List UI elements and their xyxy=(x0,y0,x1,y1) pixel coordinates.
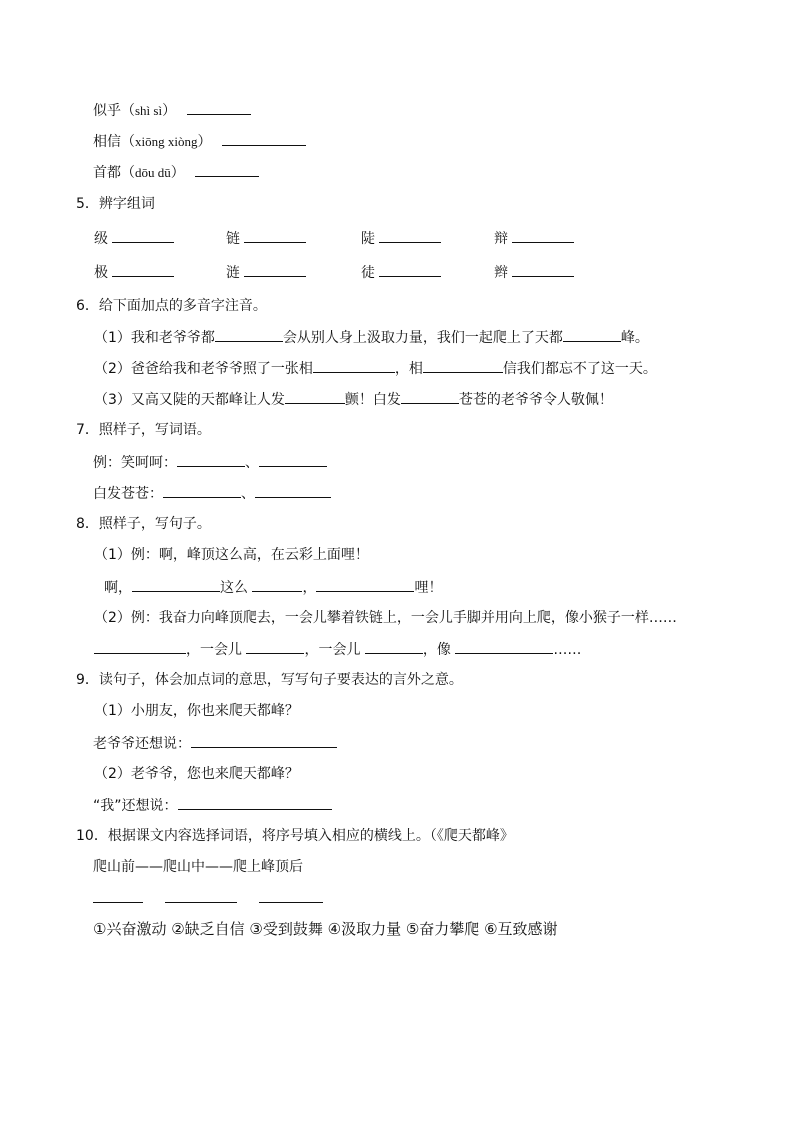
q10-stages: 爬山前——爬山中——爬上峰顶后 xyxy=(93,859,303,875)
q5-blank[interactable] xyxy=(112,262,174,277)
q8-text: ， xyxy=(302,580,317,596)
q5-char: 辩 xyxy=(494,231,508,247)
q7-word-label: 白发苍苍： xyxy=(93,486,163,502)
q8-text: ，一会儿 xyxy=(186,642,242,658)
q8-blank[interactable] xyxy=(94,639,186,654)
q6-blank[interactable] xyxy=(563,327,621,342)
q8-text: 这么 xyxy=(220,580,248,596)
q10-title: 10．根据课文内容选择词语，将序号填入相应的横线上。（《爬天都峰》 xyxy=(76,828,514,844)
q5-char: 涟 xyxy=(226,265,240,281)
q9-answer-2 xyxy=(93,795,332,816)
q8-text: …… xyxy=(553,642,582,658)
q7-blank[interactable] xyxy=(163,483,241,498)
q4-blank-2[interactable] xyxy=(222,131,306,146)
q5-blank[interactable] xyxy=(112,228,174,243)
q4-blank-1[interactable] xyxy=(187,100,251,115)
q6-title: 6．给下面加点的多音字注音。 xyxy=(76,298,267,314)
q4-blank-3[interactable] xyxy=(195,162,259,177)
q5-blank[interactable] xyxy=(244,262,306,277)
q6-text: （3）又高又陡的天都峰让人发 xyxy=(94,392,285,408)
q5-row-1 xyxy=(94,228,174,249)
q5-char: 极 xyxy=(94,265,108,281)
q5-blank[interactable] xyxy=(379,262,441,277)
q7-blank[interactable] xyxy=(177,452,245,467)
q6-blank[interactable] xyxy=(285,389,345,404)
q8-text: ，一会儿 xyxy=(304,642,361,658)
q9-blank[interactable] xyxy=(191,733,337,748)
q4-word-1: 似乎 xyxy=(93,103,121,119)
q6-sentence-3 xyxy=(94,389,613,410)
q6-text: （1）我和老爷爷都 xyxy=(94,330,215,346)
q4-word-3: 首都 xyxy=(93,165,121,181)
q5-title: 5．辨字组词 xyxy=(76,196,155,212)
q6-text: 会从别人身上汲取力量，我们一起爬上了天都 xyxy=(282,330,563,346)
q8-blank[interactable] xyxy=(132,577,220,592)
q7-title: 7．照样子，写词语。 xyxy=(76,422,211,438)
q5-row-1b xyxy=(226,228,306,249)
q8-blank[interactable] xyxy=(455,639,553,654)
q5-row-2d xyxy=(494,262,574,283)
q9-sentence-2: （2）老爷爷，您也来爬天都峰？ xyxy=(94,766,299,782)
q7-example-label: 例：笑呵呵： xyxy=(93,455,177,471)
q8-fill-1 xyxy=(104,577,442,598)
q9-title: 9．读句子，体会加点词的意思，写写句子要表达的言外之意。 xyxy=(76,672,463,688)
q5-blank[interactable] xyxy=(379,228,441,243)
q5-row-2c xyxy=(361,262,441,283)
q6-text: 信我们都忘不了这一天。 xyxy=(502,361,657,377)
q9-answer-1 xyxy=(93,733,337,754)
q6-text: 苍苍的老爷爷令人敬佩！ xyxy=(458,392,613,408)
q6-blank[interactable] xyxy=(313,358,395,373)
q8-example-1: （1）例：啊，峰顶这么高，在云彩上面哩！ xyxy=(94,547,369,563)
q6-text: 颤！白发 xyxy=(344,392,401,408)
q10-options: ①兴奋激动 ②缺乏自信 ③受到鼓舞 ④汲取力量 ⑤奋力攀爬 ⑥互致感谢 xyxy=(93,920,558,938)
q4-row-3: 首都（dōu dū） xyxy=(93,162,259,183)
q10-blank[interactable] xyxy=(259,888,323,903)
q5-char: 链 xyxy=(226,231,240,247)
q6-blank[interactable] xyxy=(423,358,503,373)
q8-text: ，像 xyxy=(422,642,451,658)
q10-blank[interactable] xyxy=(93,888,143,903)
q5-char: 徒 xyxy=(361,265,375,281)
q6-sentence-1 xyxy=(94,327,649,348)
q8-blank[interactable] xyxy=(246,639,304,654)
q5-blank[interactable] xyxy=(512,228,574,243)
q5-row-2b xyxy=(226,262,306,283)
q8-fill-2 xyxy=(94,639,581,660)
q10-blanks xyxy=(93,888,323,909)
q5-row-2 xyxy=(94,262,174,283)
q7-blank[interactable] xyxy=(259,452,327,467)
q5-char: 级 xyxy=(94,231,108,247)
q8-blank[interactable] xyxy=(252,577,302,592)
q10-blank[interactable] xyxy=(165,888,237,903)
q9-answer-label: 老爷爷还想说： xyxy=(93,736,191,752)
q4-word-2: 相信 xyxy=(93,134,121,150)
q6-text: ，相 xyxy=(394,361,423,377)
q9-sentence-1: （1）小朋友，你也来爬天都峰？ xyxy=(94,703,299,719)
q7-blank[interactable] xyxy=(255,483,331,498)
q8-title: 8．照样子，写句子。 xyxy=(76,516,211,532)
q7-line-2 xyxy=(93,483,331,504)
q6-text: 峰。 xyxy=(620,330,649,346)
q4-pinyin-3: dōu dū xyxy=(135,165,171,180)
q8-example-2: （2）例：我奋力向峰顶爬去，一会儿攀着铁链上，一会儿手脚并用向上爬，像小猴子一样…… xyxy=(94,610,677,626)
q6-blank[interactable] xyxy=(215,327,283,342)
q6-text: （2）爸爸给我和老爷爷照了一张相 xyxy=(94,361,313,377)
q4-pinyin-2: xiōng xiòng xyxy=(135,134,198,149)
q8-blank[interactable] xyxy=(365,639,423,654)
q4-row-2: 相信（xiōng xiòng） xyxy=(93,131,306,152)
q7-sep: 、 xyxy=(245,455,259,471)
q9-blank[interactable] xyxy=(178,795,332,810)
q5-row-1c xyxy=(361,228,441,249)
q4-pinyin-1: shì sì xyxy=(135,103,163,118)
q8-text: 哩！ xyxy=(414,580,443,596)
q8-blank[interactable] xyxy=(316,577,414,592)
q4-row-1: 似乎（shì sì） xyxy=(93,100,251,121)
q5-row-1d xyxy=(494,228,574,249)
q6-sentence-2 xyxy=(94,358,657,379)
q7-sep: 、 xyxy=(241,486,255,502)
q5-blank[interactable] xyxy=(512,262,574,277)
q5-char: 陡 xyxy=(361,231,375,247)
q6-blank[interactable] xyxy=(401,389,459,404)
q7-example xyxy=(93,452,327,473)
q5-char: 辫 xyxy=(494,265,508,281)
q8-text: 啊， xyxy=(104,580,132,596)
q9-answer-label: “我”还想说： xyxy=(93,798,178,814)
q5-blank[interactable] xyxy=(244,228,306,243)
